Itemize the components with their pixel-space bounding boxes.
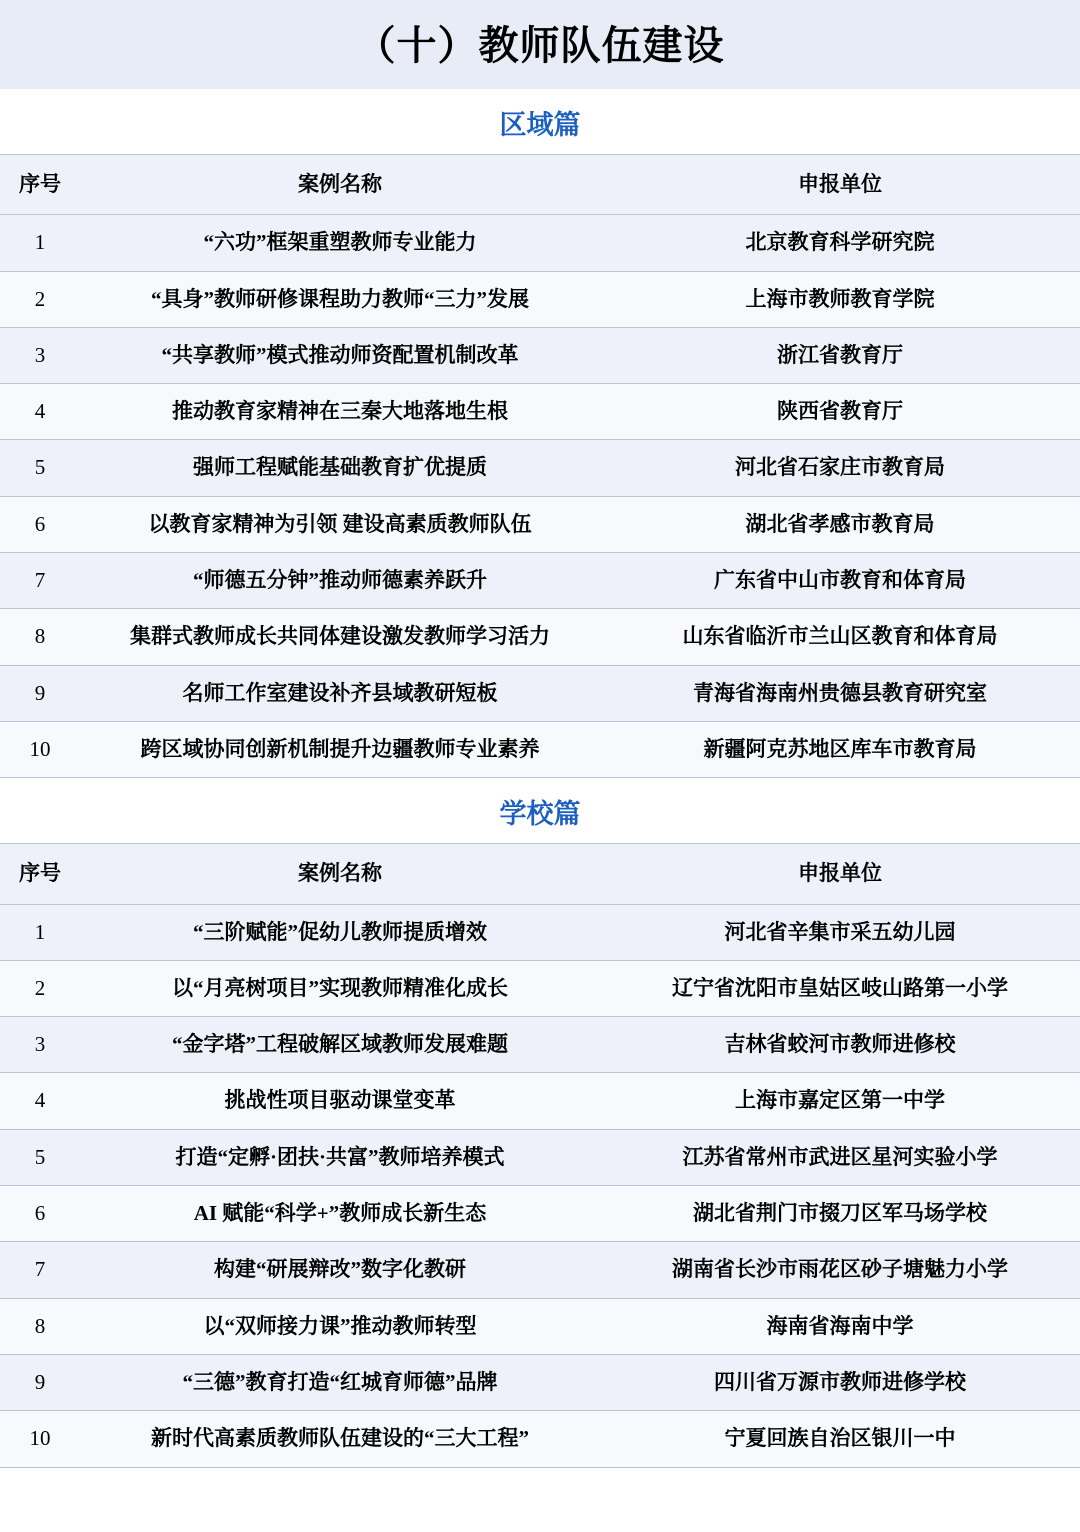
row-unit: 河北省石家庄市教育局 <box>600 440 1080 496</box>
row-no: 7 <box>0 553 80 609</box>
table-header-row <box>0 844 1080 904</box>
table-row <box>0 1242 1080 1298</box>
row-no: 10 <box>0 1411 80 1467</box>
row-unit: 上海市教师教育学院 <box>600 271 1080 327</box>
row-no: 2 <box>0 271 80 327</box>
table-row <box>0 440 1080 496</box>
table-row <box>0 215 1080 271</box>
row-case-name: 以“双师接力课”推动教师转型 <box>80 1298 600 1354</box>
row-case-name: 打造“定孵·团扶·共富”教师培养模式 <box>80 1129 600 1185</box>
row-unit: 湖北省荆门市掇刀区军马场学校 <box>600 1186 1080 1242</box>
row-unit: 上海市嘉定区第一中学 <box>600 1073 1080 1129</box>
table-row <box>0 609 1080 665</box>
row-unit: 浙江省教育厅 <box>600 327 1080 383</box>
table-row <box>0 1017 1080 1073</box>
case-table-region <box>0 154 1080 778</box>
row-case-name: AI 赋能“科学+”教师成长新生态 <box>80 1186 600 1242</box>
column-header-unit: 申报单位 <box>600 844 1080 904</box>
table-row <box>0 1411 1080 1467</box>
row-unit: 海南省海南中学 <box>600 1298 1080 1354</box>
section-region <box>0 89 1080 778</box>
row-case-name: “三阶赋能”促幼儿教师提质增效 <box>80 904 600 960</box>
row-no: 10 <box>0 721 80 777</box>
row-unit: 北京教育科学研究院 <box>600 215 1080 271</box>
row-case-name: 跨区域协同创新机制提升边疆教师专业素养 <box>80 721 600 777</box>
row-unit: 湖南省长沙市雨花区砂子塘魅力小学 <box>600 1242 1080 1298</box>
row-no: 4 <box>0 1073 80 1129</box>
row-no: 9 <box>0 665 80 721</box>
row-no: 4 <box>0 384 80 440</box>
table-row <box>0 1129 1080 1185</box>
section-heading-school: 学校篇 <box>0 778 1080 843</box>
row-case-name: 挑战性项目驱动课堂变革 <box>80 1073 600 1129</box>
row-unit: 宁夏回族自治区银川一中 <box>600 1411 1080 1467</box>
table-row <box>0 327 1080 383</box>
row-unit: 山东省临沂市兰山区教育和体育局 <box>600 609 1080 665</box>
section-heading-region: 区域篇 <box>0 89 1080 154</box>
section-school <box>0 778 1080 1467</box>
row-no: 6 <box>0 1186 80 1242</box>
row-unit: 辽宁省沈阳市皇姑区岐山路第一小学 <box>600 960 1080 1016</box>
row-unit: 青海省海南州贵德县教育研究室 <box>600 665 1080 721</box>
row-case-name: “共享教师”模式推动师资配置机制改革 <box>80 327 600 383</box>
table-row <box>0 384 1080 440</box>
row-unit: 吉林省蛟河市教师进修校 <box>600 1017 1080 1073</box>
table-row <box>0 553 1080 609</box>
table-header-row <box>0 155 1080 215</box>
table-row <box>0 496 1080 552</box>
column-header-name: 案例名称 <box>80 844 600 904</box>
row-case-name: 名师工作室建设补齐县域教研短板 <box>80 665 600 721</box>
row-no: 1 <box>0 215 80 271</box>
table-row <box>0 721 1080 777</box>
row-case-name: 构建“研展辩改”数字化教研 <box>80 1242 600 1298</box>
column-header-no: 序号 <box>0 155 80 215</box>
row-case-name: 推动教育家精神在三秦大地落地生根 <box>80 384 600 440</box>
row-unit: 湖北省孝感市教育局 <box>600 496 1080 552</box>
row-unit: 河北省辛集市采五幼儿园 <box>600 904 1080 960</box>
row-no: 1 <box>0 904 80 960</box>
row-no: 6 <box>0 496 80 552</box>
row-unit: 广东省中山市教育和体育局 <box>600 553 1080 609</box>
row-no: 3 <box>0 327 80 383</box>
table-row <box>0 271 1080 327</box>
row-case-name: 以教育家精神为引领 建设高素质教师队伍 <box>80 496 600 552</box>
row-no: 9 <box>0 1354 80 1410</box>
row-case-name: 集群式教师成长共同体建设激发教师学习活力 <box>80 609 600 665</box>
row-no: 8 <box>0 1298 80 1354</box>
row-case-name: “师德五分钟”推动师德素养跃升 <box>80 553 600 609</box>
row-no: 2 <box>0 960 80 1016</box>
case-table-school <box>0 843 1080 1467</box>
table-row <box>0 665 1080 721</box>
table-row <box>0 1186 1080 1242</box>
table-row <box>0 1073 1080 1129</box>
column-header-name: 案例名称 <box>80 155 600 215</box>
row-unit: 新疆阿克苏地区库车市教育局 <box>600 721 1080 777</box>
table-row <box>0 1298 1080 1354</box>
row-case-name: “具身”教师研修课程助力教师“三力”发展 <box>80 271 600 327</box>
row-no: 5 <box>0 440 80 496</box>
row-no: 3 <box>0 1017 80 1073</box>
row-no: 5 <box>0 1129 80 1185</box>
row-no: 8 <box>0 609 80 665</box>
row-case-name: 以“月亮树项目”实现教师精准化成长 <box>80 960 600 1016</box>
row-unit: 江苏省常州市武进区星河实验小学 <box>600 1129 1080 1185</box>
row-case-name: 强师工程赋能基础教育扩优提质 <box>80 440 600 496</box>
row-case-name: “三德”教育打造“红城育师德”品牌 <box>80 1354 600 1410</box>
table-row <box>0 960 1080 1016</box>
table-row <box>0 904 1080 960</box>
row-case-name: “六功”框架重塑教师专业能力 <box>80 215 600 271</box>
column-header-unit: 申报单位 <box>600 155 1080 215</box>
column-header-no: 序号 <box>0 844 80 904</box>
row-no: 7 <box>0 1242 80 1298</box>
row-case-name: “金字塔”工程破解区域教师发展难题 <box>80 1017 600 1073</box>
row-unit: 陕西省教育厅 <box>600 384 1080 440</box>
row-unit: 四川省万源市教师进修学校 <box>600 1354 1080 1410</box>
table-row <box>0 1354 1080 1410</box>
page-title: （十）教师队伍建设 <box>0 0 1080 89</box>
row-case-name: 新时代高素质教师队伍建设的“三大工程” <box>80 1411 600 1467</box>
